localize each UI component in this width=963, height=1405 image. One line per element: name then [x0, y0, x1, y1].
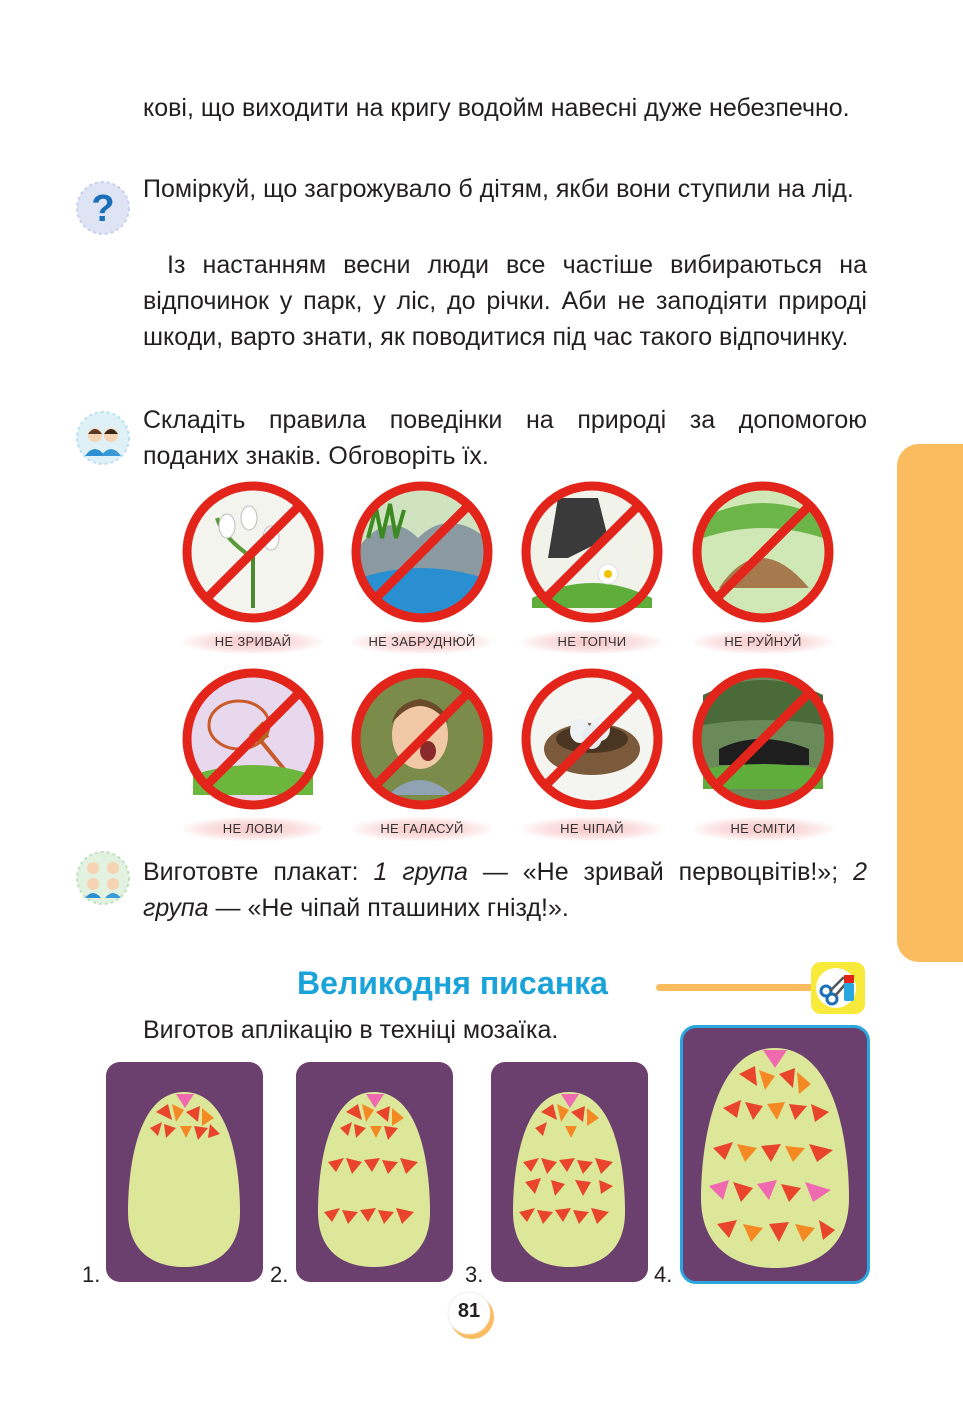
egg-mosaic-1 — [106, 1062, 263, 1282]
sign-label: НЕ СМІТИ — [693, 817, 833, 841]
no-polluting-icon — [348, 478, 496, 626]
no-littering-icon — [689, 665, 837, 813]
group-2-label: 2 група — [143, 858, 867, 922]
group-1-label: 1 група — [373, 858, 468, 886]
section-title: Великодня писанка — [297, 965, 608, 1001]
no-shouting-icon — [348, 665, 496, 813]
pair-work-icon — [75, 410, 131, 466]
egg-mosaic-3 — [491, 1062, 648, 1282]
sign-dont-shout — [347, 665, 497, 841]
sign-dont-destroy — [688, 478, 838, 654]
sign-label: НЕ ЧІПАЙ — [522, 817, 662, 841]
egg-step-4 — [680, 1025, 870, 1284]
page-number: 81 — [457, 1300, 481, 1322]
sign-dont-trample — [517, 478, 667, 654]
no-destroying-icon — [689, 478, 837, 626]
sign-label: НЕ ГАЛАСУЙ — [352, 817, 492, 841]
section-instruction: Виготов аплікацію в техніці мозаїка. — [143, 1016, 559, 1044]
no-picking-icon — [179, 478, 327, 626]
sign-label: НЕ ЗРИВАЙ — [183, 630, 323, 654]
paragraph-poster-task — [143, 854, 867, 926]
sign-dont-pollute — [347, 478, 497, 654]
egg-step-1 — [106, 1062, 263, 1282]
egg-mosaic-2 — [296, 1062, 453, 1282]
step-number-2: 2. — [270, 1262, 289, 1287]
poster-text-start: Виготовте плакат: — [143, 858, 374, 886]
sign-dont-litter — [688, 665, 838, 841]
scissors-glue-icon — [810, 961, 866, 1015]
sign-label: НЕ ТОПЧИ — [522, 630, 662, 654]
sign-dont-pick — [178, 478, 328, 654]
chapter-side-tab — [897, 444, 963, 962]
sign-dont-touch — [517, 665, 667, 841]
paragraph-ice-danger: кові, що виходити на кригу водойм навесні дуже небезпечно. — [143, 94, 850, 122]
page-number-badge — [446, 1290, 496, 1340]
paragraph-spring-rest: Із настанням весни люди все частіше вибираються на відпочинок у парк, у ліс, до річки. Аби не заподіяти природі шкоди, варто знати, як поводитися під час такого відпочинку. — [143, 251, 867, 351]
poster-text-mid: — «Не зривай первоцвітів!»; — [467, 858, 854, 886]
sign-label: НЕ ЗАБРУДНЮЙ — [352, 630, 492, 654]
step-number-1: 1. — [82, 1262, 101, 1287]
no-catching-icon — [179, 665, 327, 813]
egg-mosaic-4 — [683, 1028, 867, 1281]
egg-step-2 — [296, 1062, 453, 1282]
group-work-icon — [75, 850, 131, 906]
step-number-3: 3. — [465, 1262, 484, 1287]
sign-dont-catch — [178, 665, 328, 841]
title-underline — [656, 984, 816, 991]
step-number-4: 4. — [654, 1262, 673, 1287]
poster-text-end: — «Не чіпай пташиних гнізд!». — [208, 894, 569, 922]
sign-label: НЕ РУЙНУЙ — [693, 630, 833, 654]
paragraph-think-question: Поміркуй, що загрожувало б дітям, якби вони ступили на лід. — [143, 175, 854, 203]
svg-text:?: ? — [91, 188, 115, 230]
question-icon — [75, 180, 131, 236]
no-touching-nest-icon — [518, 665, 666, 813]
paragraph-rules-task: Складіть правила поведінки на природі за допомогою поданих знаків. Обговоріть їх. — [143, 406, 867, 470]
sign-label: НЕ ЛОВИ — [183, 817, 323, 841]
egg-step-3 — [491, 1062, 648, 1282]
no-trampling-icon — [518, 478, 666, 626]
